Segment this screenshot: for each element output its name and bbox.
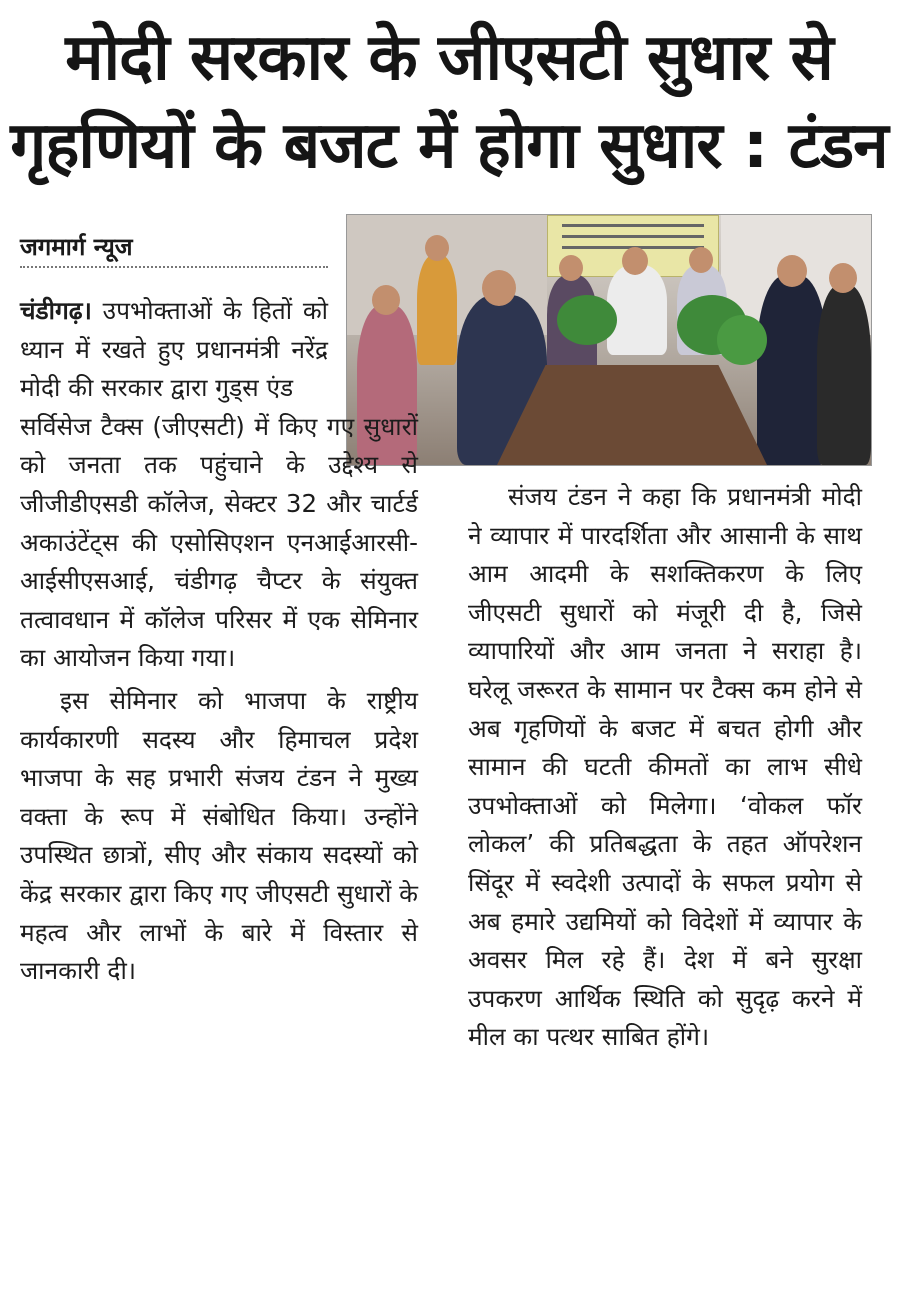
dateline: चंडीगढ़।	[20, 296, 92, 325]
byline: जगमार्ग न्यूज	[20, 230, 328, 268]
article-column-2	[468, 478, 862, 1057]
headline-line-1: मोदी सरकार के जीएसटी सुधार से	[65, 21, 833, 95]
article-paragraph-1-lead	[20, 292, 328, 408]
headline	[0, 14, 898, 190]
headline-line-2: गृहणियों के बजट में होगा सुधार : टंडन	[10, 109, 888, 183]
article-text: उपभोक्ताओं के हितों को ध्यान में रखते हुए प्रधानमंत्री नरेंद्र मोदी की सरकार द्वारा गुड्स एंड	[20, 296, 328, 403]
article-paragraph-3: संजय टंडन ने कहा कि प्रधानमंत्री मोदी ने व्यापार में पारदर्शिता और आसानी के साथ आम आदमी के सशक्तिकरण के लिए जीएसटी सुधारों को मंजूरी दी है, जिसे व्यापारियों और आम जनता ने सराहा है। घरेलू जरूरत के सामान पर टैक्स कम होने से अब गृहणियों के बजट में बचत होगी और सामान की घटती कीमतों का लाभ सीधे उपभोक्ताओं को मिलेगा। ‘वोकल फॉर लोकल’ की प्रतिबद्धता के तहत ऑपरेशन सिंदूर में स्वदेशी उत्पादों के सफल प्रयोग से अब हमारे उद्यमियों को विदेशों में व्यापार के अवसर मिल रहे हैं। देश में बने सुरक्षा उपकरण आर्थिक स्थिति को सुदृढ़ करने में मील का पत्थर साबित होंगे।	[468, 482, 862, 1052]
article-column-1	[20, 292, 418, 991]
article-paragraph-1-rest: सर्विसेज टैक्स (जीएसटी) में किए गए सुधारों को जनता तक पहुंचाने के उद्देश्य से जीजीडीएसडी कॉलेज, सेक्टर 32 और चार्टर्ड अकाउंटेंट्स की एसोसिएशन एनआईआरसी-आईसीएसआई, चंडीगढ़ चैप्टर के संयुक्त तत्वावधान में कॉलेज परिसर में एक सेमिनार का आयोजन किया गया।	[20, 411, 418, 673]
seminar-photo-icon	[346, 214, 872, 466]
article-paragraph-2: इस सेमिनार को भाजपा के राष्ट्रीय कार्यकारणी सदस्य और हिमाचल प्रदेश भाजपा के सह प्रभारी संजय टंडन ने मुख्य वक्ता के रूप में संबोधित किया। उन्होंने उपस्थित छात्रों, सीए और संकाय सदस्यों को केंद्र सरकार द्वारा किए गए जीएसटी सुधारों के महत्व और लाभों के बारे में विस्तार से जानकारी दी।	[20, 685, 418, 986]
